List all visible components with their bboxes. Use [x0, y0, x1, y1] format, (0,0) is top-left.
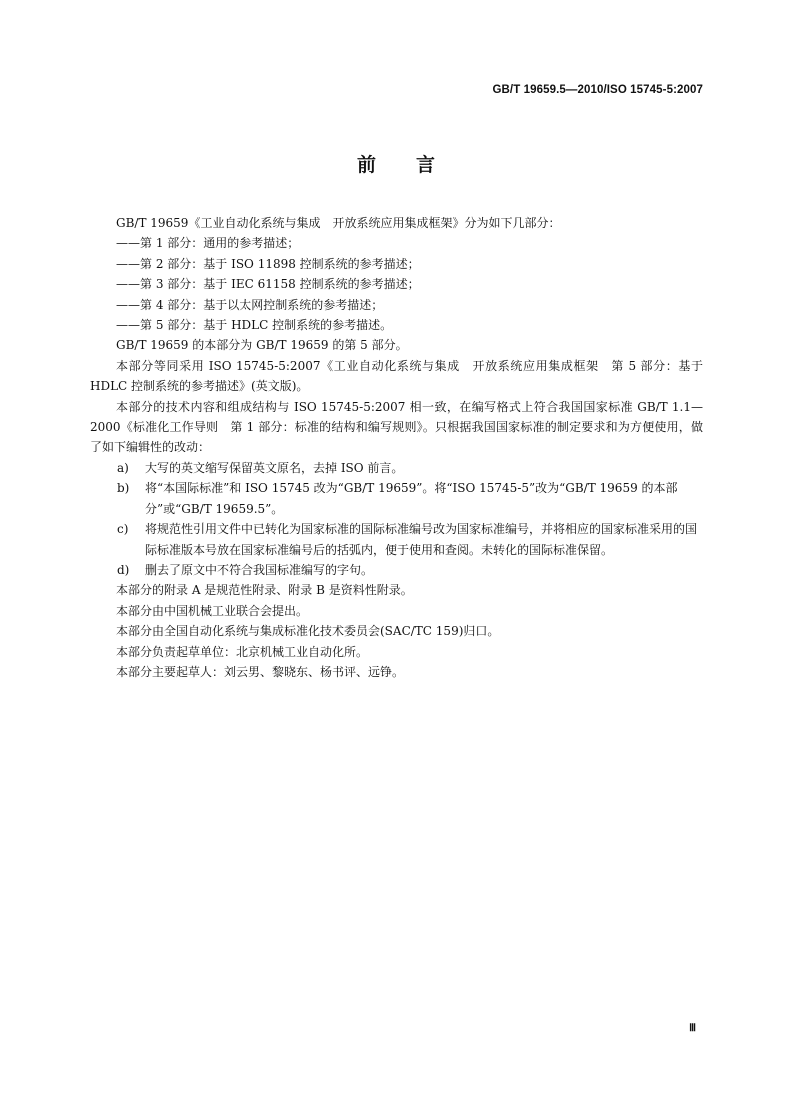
change-text: 将规范性引用文件中已转化为国家标准的国际标准编号改为国家标准编号，并将相应的国家标准采用的国际标准版本号放在国家标准编号后的括弧内，便于使用和查阅。未转化的国际标准保留。: [145, 522, 698, 557]
drafting-unit-paragraph: 本部分负责起草单位：北京机械工业自动化所。: [116, 644, 369, 659]
change-text: 将“本国际标准”和 ISO 15745 改为“GB/T 19659”。将“ISO 15745-5”改为“GB/T 19659 的本部分”或“GB/T 19659.5”。: [145, 481, 678, 516]
centralized-paragraph: 本部分由全国自动化系统与集成标准化技术委员会(SAC/TC 159)归口。: [116, 624, 500, 639]
part-list-item-2: ——第 2 部分：基于 ISO 11898 控制系统的参考描述；: [116, 256, 420, 271]
part-list-item-5: ——第 5 部分：基于 HDLC 控制系统的参考描述。: [116, 318, 393, 333]
standard-code-header: GB/T 19659.5—2010/ISO 15745-5:2007: [492, 84, 703, 96]
foreword-body: [90, 213, 703, 682]
this-part-paragraph: GB/T 19659 的本部分为 GB/T 19659 的第 5 部分。: [116, 338, 408, 353]
change-marker: d): [117, 562, 130, 577]
change-marker: c): [117, 522, 129, 537]
page-title: 前言: [356, 154, 475, 176]
change-item-c: [90, 519, 703, 560]
adoption-paragraph: 本部分等同采用 ISO 15745-5:2007《工业自动化系统与集成 开放系统应用集成框架 第 5 部分：基于 HDLC 控制系统的参考描述》(英文版)。: [90, 358, 703, 394]
intro-paragraph: GB/T 19659《工业自动化系统与集成 开放系统应用集成框架》分为如下几部分：: [116, 216, 561, 230]
part-list-item-1: ——第 1 部分：通用的参考描述；: [116, 236, 300, 251]
part-list-item-3: ——第 3 部分：基于 IEC 61158 控制系统的参考描述；: [116, 277, 420, 292]
change-item-a: [90, 458, 703, 478]
change-item-b: [90, 478, 703, 519]
change-text: 删去了原文中不符合我国标准编写的字句。: [145, 562, 374, 577]
page-number: Ⅲ: [689, 1023, 696, 1034]
change-marker: a): [117, 460, 129, 475]
annex-paragraph: 本部分的附录 A 是规范性附录、附录 B 是资料性附录。: [116, 583, 413, 598]
drafters-paragraph: 本部分主要起草人：刘云男、黎晓东、杨书评、远铮。: [116, 664, 405, 679]
proposed-paragraph: 本部分由中国机械工业联合会提出。: [116, 603, 309, 618]
change-marker: b): [117, 481, 130, 496]
change-text: 大写的英文缩写保留英文原名，去掉 ISO 前言。: [145, 460, 404, 475]
change-item-d: [90, 560, 703, 580]
part-list-item-4: ——第 4 部分：基于以太网控制系统的参考描述；: [116, 297, 384, 312]
consistency-paragraph: 本部分的技术内容和组成结构与 ISO 15745-5:2007 相一致，在编写格式上符合我国国家标准 GB/T 1.1—2000《标准化工作导则 第 1 部分：标准的结构和编写规则》。只根据我国国家标准的制定要求和为方便使用，做了如下编辑性的改动：: [90, 399, 703, 455]
